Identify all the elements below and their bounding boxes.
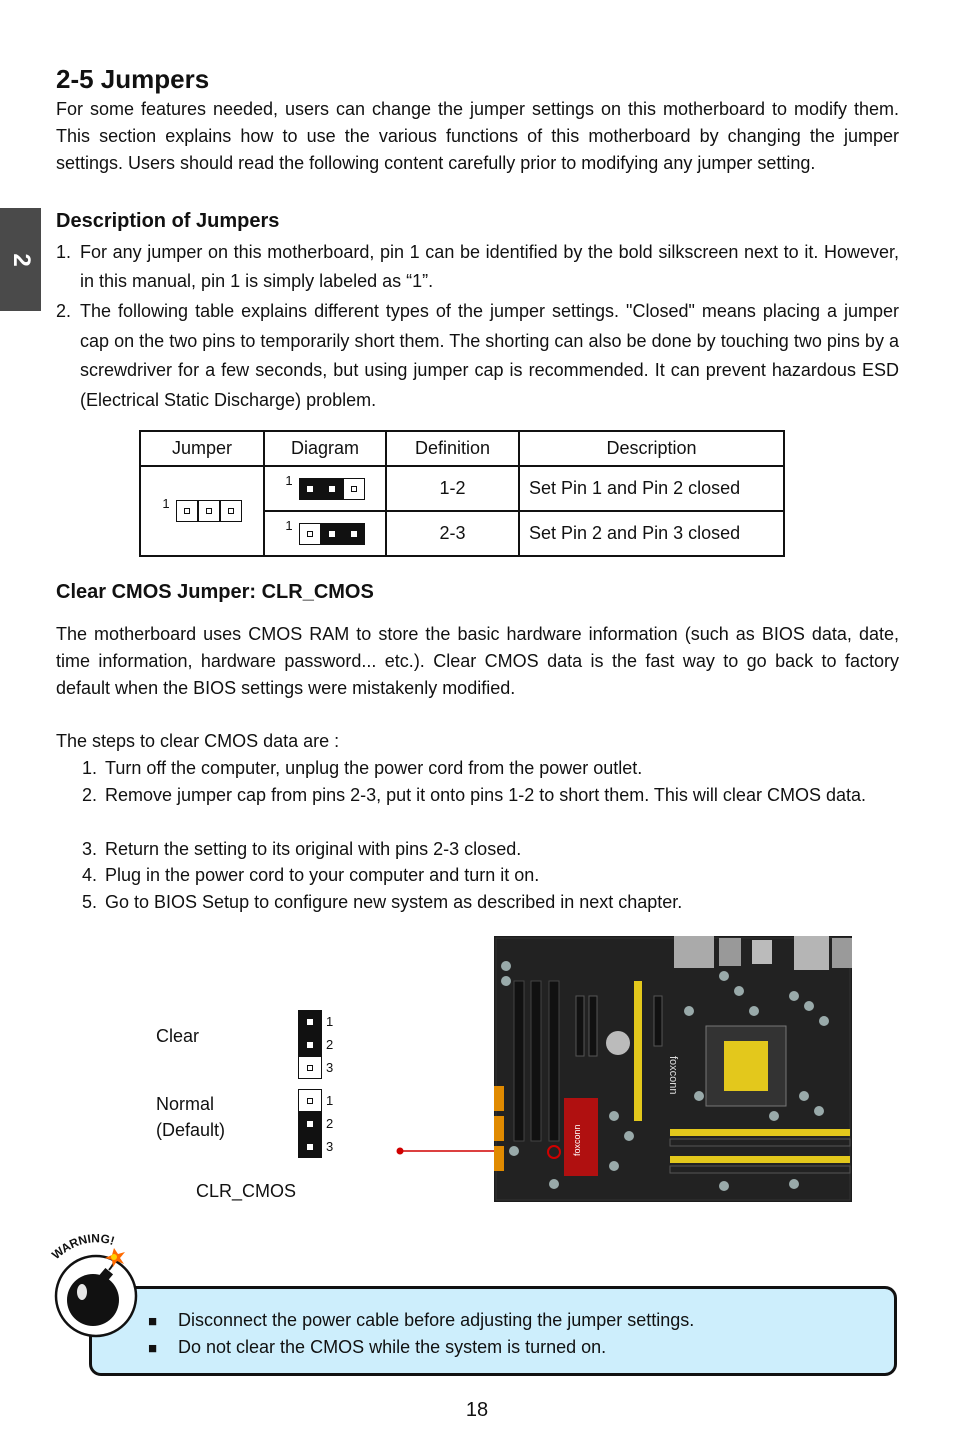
- normal-label: Normal: [156, 1094, 215, 1114]
- pin-closed: [298, 1010, 322, 1033]
- pin-open: [176, 500, 198, 522]
- default-label: (Default): [156, 1120, 226, 1140]
- diagram-cell: [264, 511, 386, 556]
- table-header: Definition: [386, 431, 519, 466]
- table-row: [140, 466, 784, 511]
- bomb-warning-icon: [46, 1228, 146, 1338]
- definition-cell: 2-3: [386, 511, 519, 556]
- diagram-pins-1-2-closed: 1: [285, 478, 364, 500]
- svg-text:WARNING!: WARNING!: [49, 1231, 117, 1263]
- table-header-row: [140, 431, 784, 466]
- jumper-name-label: CLR_CMOS: [196, 1181, 297, 1201]
- pin-open: [198, 500, 220, 522]
- step-1: 1. Turn off the computer, unplug the power cord from the power outlet.: [82, 758, 643, 778]
- pin-open: [298, 1056, 322, 1079]
- step-2: 2. Remove jumper cap from pins 2-3, put it onto pins 1-2 to short them. This will clear CMOS data.: [82, 785, 866, 805]
- table-header: Diagram: [264, 431, 386, 466]
- warning-box: [89, 1286, 897, 1376]
- diagram-pins-2-3-closed: 1: [285, 523, 364, 545]
- pin-closed: [343, 523, 365, 545]
- description-cell: Set Pin 2 and Pin 3 closed: [519, 511, 784, 556]
- pin-closed: [298, 1112, 322, 1135]
- heatsink-logo: foxconn: [572, 1124, 582, 1156]
- warning-item-2: ■ Do not clear the CMOS while the system is turned on.: [148, 1337, 607, 1357]
- intro-paragraph: For some features needed, users can change the jumper settings on this motherboard to modify them. This section explains how to use the various functions of this motherboard by changing the jumper settings. Users should read the following content carefully prior to modifying any jumper setting.: [56, 99, 899, 173]
- pin-open: [220, 500, 242, 522]
- table-header: Description: [519, 431, 784, 466]
- step-5: 5. Go to BIOS Setup to configure new system as described in next chapter.: [82, 892, 683, 912]
- pin-open: [299, 523, 321, 545]
- jumper-pin-diagram: 1: [162, 500, 241, 522]
- pin-closed: [321, 478, 343, 500]
- table-header: Jumper: [140, 431, 264, 466]
- steps-intro: The steps to clear CMOS data are :: [56, 731, 340, 751]
- page-number: 18: [465, 1399, 489, 1421]
- pin-closed: [298, 1033, 322, 1056]
- cmos-paragraph: The motherboard uses CMOS RAM to store the basic hardware information (such as BIOS data, date, time information, hardware password... etc.). Clear CMOS data is the fast way to go back to factory default when the BIOS settings were mistakenly modified.: [56, 624, 899, 698]
- jumper-table: [139, 430, 785, 557]
- desc-item-2: 2. The following table explains different types of the jumper settings. "Closed" means placing a jumper cap on the two pins to temporarily short them. The shorting can also be done by touching two pins by a screwdriver for a few seconds, but using jumper cap is recommended. It can prevent hazardous ESD (Electrical Static Discharge) problem.: [56, 301, 899, 410]
- pin-closed: [298, 1135, 322, 1158]
- description-cell: Set Pin 1 and Pin 2 closed: [519, 466, 784, 511]
- description-heading: Description of Jumpers: [56, 210, 280, 232]
- step-3: 3. Return the setting to its original with pins 2-3 closed.: [82, 839, 522, 859]
- chapter-tab: 2: [0, 208, 41, 311]
- pin-open: [298, 1089, 322, 1112]
- definition-cell: 1-2: [386, 466, 519, 511]
- step-4: 4. Plug in the power cord to your computer and turn it on.: [82, 865, 540, 885]
- pin-open: [343, 478, 365, 500]
- pin-closed: [299, 478, 321, 500]
- warning-item-1: ■ Disconnect the power cable before adjusting the jumper settings.: [148, 1310, 695, 1330]
- diagram-cell: [264, 466, 386, 511]
- page-title: 2-5 Jumpers: [56, 64, 210, 94]
- jumper-cell: [140, 466, 264, 556]
- pin-closed: [321, 523, 343, 545]
- motherboard-photo: [494, 936, 856, 1202]
- cmos-heading: Clear CMOS Jumper: CLR_CMOS: [56, 581, 374, 603]
- desc-item-1: 1. For any jumper on this motherboard, pin 1 can be identified by the bold silkscreen next to it. However, in this manual, pin 1 is simply labeled as “1”.: [56, 242, 899, 291]
- clear-label: Clear: [156, 1026, 200, 1046]
- board-logo: foxconn: [667, 1056, 679, 1095]
